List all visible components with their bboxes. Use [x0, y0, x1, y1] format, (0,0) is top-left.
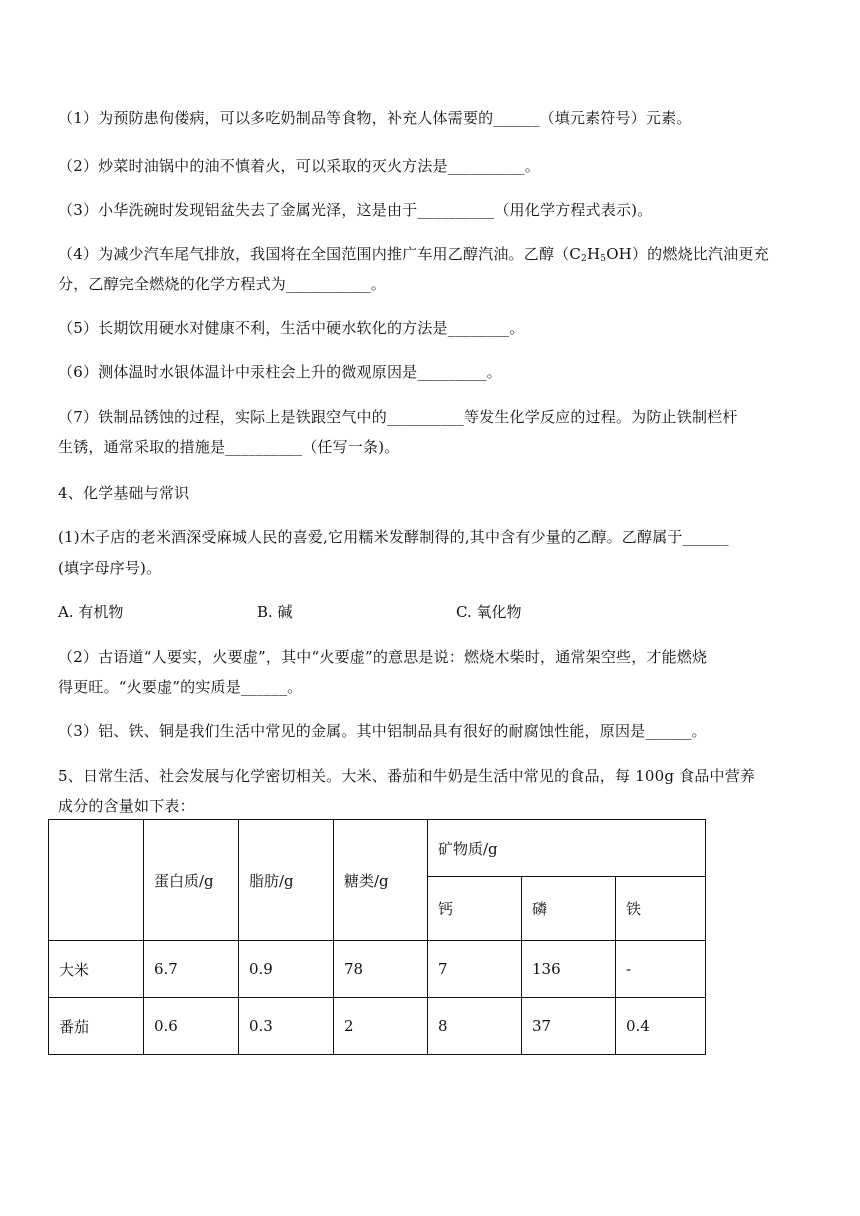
- table-cell: 0.6: [144, 998, 239, 1055]
- table-cell: 6.7: [144, 941, 239, 998]
- header-protein: 蛋白质/g: [144, 820, 239, 941]
- subscript-5: 5: [600, 254, 607, 264]
- table-cell: 0.4: [616, 998, 706, 1055]
- q3-item-2: （2）炒菜时油锅中的油不慎着火，可以采取的灭火方法是__________。: [58, 157, 540, 175]
- table-cell: 0.3: [239, 998, 334, 1055]
- q3-item-4-line2: 分，乙醇完全燃烧的化学方程式为___________。: [58, 275, 386, 293]
- header-calcium: 钙: [428, 877, 522, 941]
- q3-item-4-text-h: H: [586, 245, 601, 263]
- q4-item-3: （3）铝、铁、铜是我们生活中常见的金属。其中铝制品具有很好的耐腐蚀性能，原因是______。: [58, 722, 707, 740]
- q4-title: 4、化学基础与常识: [58, 484, 190, 502]
- table-cell: 2: [334, 998, 428, 1055]
- option-c: C. 氧化物: [456, 603, 522, 621]
- q5-line2: 成分的含量如下表：: [58, 797, 195, 815]
- q3-item-5: （5）长期饮用硬水对健康不利，生活中硬水软化的方法是________。: [58, 319, 525, 337]
- option-b: B. 碱: [257, 603, 293, 621]
- table-cell: 8: [428, 998, 522, 1055]
- subscript-2: 2: [581, 254, 587, 264]
- q3-item-4-text-a: （4）为减少汽车尾气排放，我国将在全国范围内推广车用乙醇汽油。乙醇（C: [58, 245, 582, 263]
- q3-item-7-line1: （7）铁制品锈蚀的过程，实际上是铁跟空气中的__________等发生化学反应的过程。为防止铁制栏杆: [58, 408, 738, 426]
- q3-item-7-line2: 生锈，通常采取的措施是__________（任写一条)。: [58, 438, 400, 456]
- row-label: 大米: [49, 941, 144, 998]
- header-minerals: 矿物质/g: [428, 820, 706, 877]
- table-corner-cell: [49, 820, 144, 941]
- nutrition-table: [48, 819, 706, 1055]
- q3-item-4-line1: [58, 243, 769, 265]
- table-cell: -: [616, 941, 706, 998]
- q3-item-1: （1）为预防患佝偻病，可以多吃奶制品等食物，补充人体需要的______（填元素符号）元素。: [58, 109, 692, 127]
- table-cell: 78: [334, 941, 428, 998]
- header-iron: 铁: [616, 877, 706, 941]
- q3-item-3: （3）小华洗碗时发现铝盆失去了金属光泽，这是由于__________（用化学方程式表示)。: [58, 201, 653, 219]
- table-row: [49, 998, 706, 1055]
- header-sugar: 糖类/g: [334, 820, 428, 941]
- table-cell: 136: [522, 941, 616, 998]
- row-label: 番茄: [49, 998, 144, 1055]
- q4-item-2-line1: （2）古语道“人要实，火要虚”，其中“火要虚”的意思是说：燃烧木柴时，通常架空些，才能燃烧: [58, 648, 708, 666]
- header-phosphorus: 磷: [522, 877, 616, 941]
- option-a: A. 有机物: [58, 603, 124, 621]
- q4-item-1-line1: (1)木子店的老米酒深受麻城人民的喜爱,它用糯米发酵制得的,其中含有少量的乙醇。乙醇属于______: [58, 528, 729, 546]
- q3-item-4-text-b: OH）的燃烧比汽油更充: [606, 245, 769, 263]
- table-cell: 37: [522, 998, 616, 1055]
- header-fat: 脂肪/g: [239, 820, 334, 941]
- table-cell: 7: [428, 941, 522, 998]
- q4-item-2-line2: 得更旺。“火要虚”的实质是______。: [58, 678, 303, 696]
- table-row: [49, 941, 706, 998]
- q3-item-6: （6）测体温时水银体温计中汞柱会上升的微观原因是_________。: [58, 363, 502, 381]
- q4-item-1-line2: (填字母序号)。: [58, 559, 162, 577]
- table-cell: 0.9: [239, 941, 334, 998]
- table-header-row: [49, 820, 706, 877]
- q5-line1: 5、日常生活、社会发展与化学密切相关。大米、番茄和牛奶是生活中常见的食品，每 100g 食品中营养: [58, 767, 756, 785]
